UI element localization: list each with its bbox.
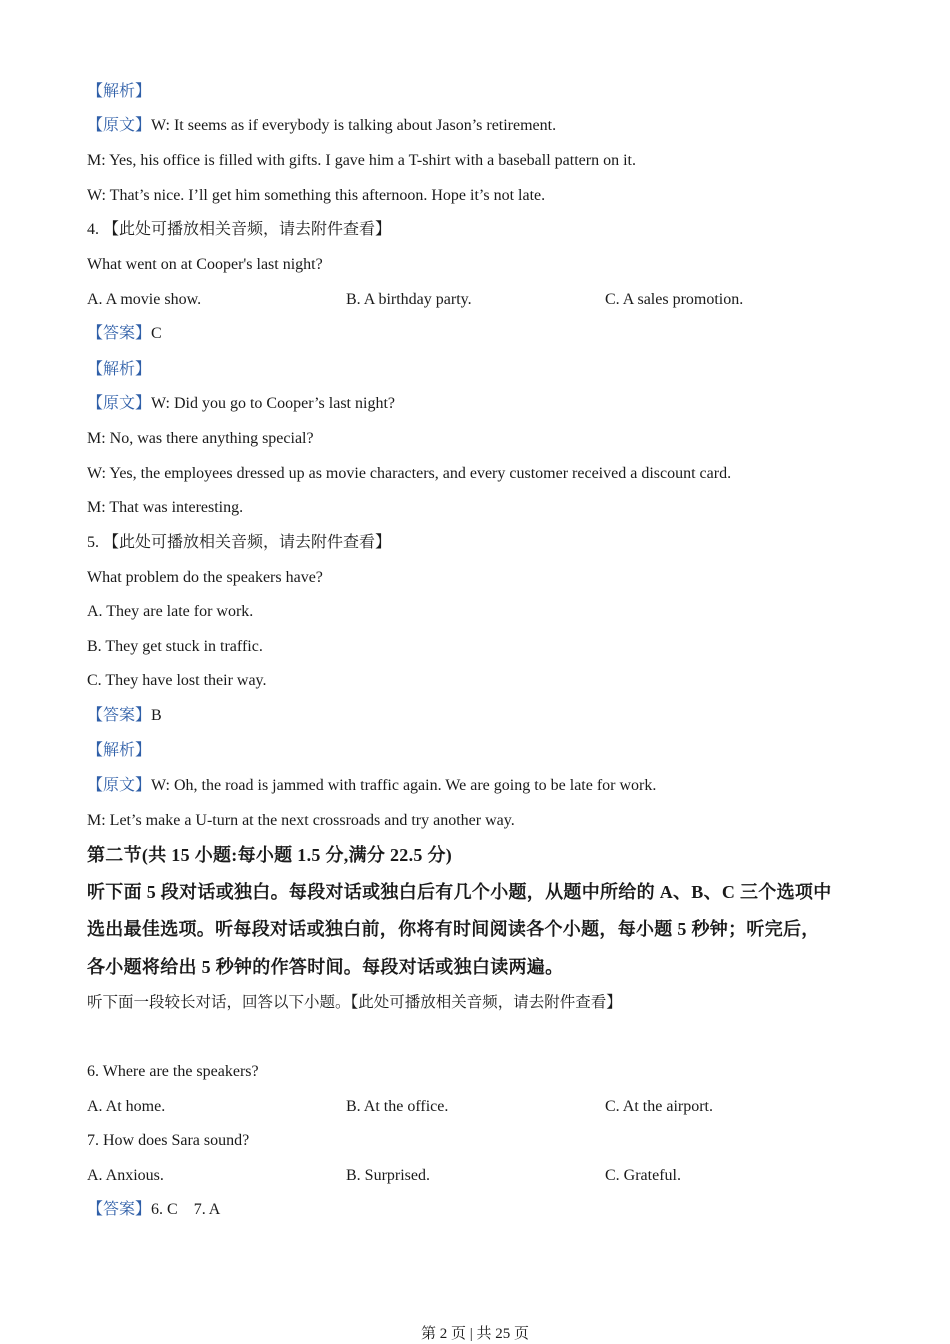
question-audio-5: 5. 【此处可播放相关音频，请去附件查看】 xyxy=(87,534,392,551)
q4-option-c: C. A sales promotion. xyxy=(605,291,744,308)
section-heading: 第二节(共 15 小题:每小题 1.5 分,满分 22.5 分) xyxy=(87,845,453,865)
transcript-line: W: Yes, the employees dressed up as movie characters, and every customer received a discount card. xyxy=(87,465,732,482)
q6-option-c: C. At the airport. xyxy=(605,1098,713,1115)
q7-option-c: C. Grateful. xyxy=(605,1167,681,1184)
answer-line: 【答案】C xyxy=(87,325,162,342)
transcript-line: M: That was interesting. xyxy=(87,499,244,516)
analysis-label: 【解析】 xyxy=(87,742,152,759)
page-footer: 第 2 页 | 共 25 页 xyxy=(420,1326,529,1342)
question-5-text: What problem do the speakers have? xyxy=(87,569,323,586)
q7-option-a: A. Anxious. xyxy=(87,1167,164,1184)
q5-option-a: A. They are late for work. xyxy=(87,603,254,620)
q6-option-b: B. At the office. xyxy=(346,1098,449,1115)
answer-line: 【答案】6. C 7. A xyxy=(87,1201,221,1218)
q4-option-b: B. A birthday party. xyxy=(346,291,472,308)
transcript-line: M: No, was there anything special? xyxy=(87,430,314,447)
q4-option-a: A. A movie show. xyxy=(87,291,202,308)
transcript-line: 【原文】W: Did you go to Cooper’s last night? xyxy=(87,395,395,412)
section-instructions: 听下面 5 段对话或独白。每段对话或独白后有几个小题，从题中所给的 A、B、C 三个选项中 xyxy=(87,882,832,902)
analysis-label: 【解析】 xyxy=(87,361,152,378)
answer-line: 【答案】B xyxy=(87,707,162,724)
q6-option-a: A. At home. xyxy=(87,1098,166,1115)
transcript-line: M: Yes, his office is filled with gifts. I gave him a T-shirt with a baseball pattern on it. xyxy=(87,152,636,169)
q5-option-c: C. They have lost their way. xyxy=(87,672,267,689)
q5-option-b: B. They get stuck in traffic. xyxy=(87,638,263,655)
analysis-label: 【解析】 xyxy=(87,83,152,100)
question-7-text: 7. How does Sara sound? xyxy=(87,1132,250,1149)
section-instructions: 各小题将给出 5 秒钟的作答时间。每段对话或独白读两遍。 xyxy=(87,957,564,977)
question-4-text: What went on at Cooper's last night? xyxy=(87,256,323,273)
question-audio-4: 4. 【此处可播放相关音频，请去附件查看】 xyxy=(87,221,392,238)
section-instructions: 选出最佳选项。听每段对话或独白前，你将有时间阅读各个小题，每小题 5 秒钟；听完后， xyxy=(87,919,820,939)
transcript-line: M: Let’s make a U-turn at the next crossroads and try another way. xyxy=(87,812,515,829)
question-6-text: 6. Where are the speakers? xyxy=(87,1063,259,1080)
transcript-line: 【原文】W: It seems as if everybody is talking about Jason’s retirement. xyxy=(87,117,557,134)
q7-option-b: B. Surprised. xyxy=(346,1167,430,1184)
transcript-line: W: That’s nice. I’ll get him something this afternoon. Hope it’s not late. xyxy=(87,187,546,204)
dialogue-note: 听下面一段较长对话，回答以下小题。【此处可播放相关音频，请去附件查看】 xyxy=(87,994,622,1011)
transcript-line: 【原文】W: Oh, the road is jammed with traffic again. We are going to be late for work. xyxy=(87,777,657,794)
